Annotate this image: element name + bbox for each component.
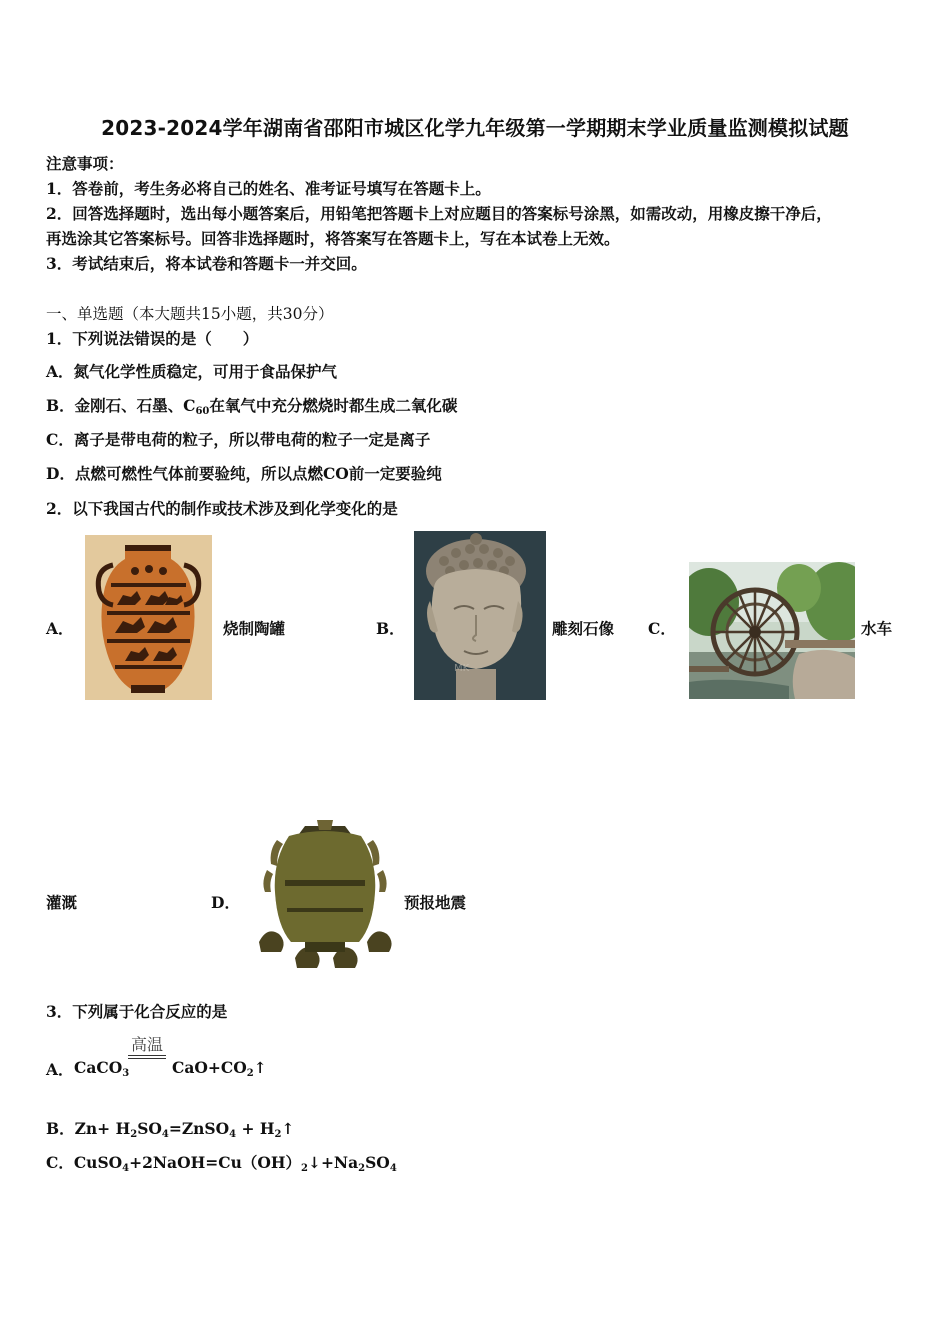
equals-line-bottom bbox=[128, 1058, 166, 1059]
pottery-jar-image bbox=[85, 535, 212, 700]
q1-option-d: D．点燃可燃性气体前要验纯，所以点燃CO前一定要验纯 bbox=[46, 464, 442, 483]
q2-stem: 2．以下我国古代的制作或技术涉及到化学变化的是 bbox=[46, 499, 398, 518]
seismograph-image bbox=[255, 820, 395, 980]
q2-option-c-text: 水车 bbox=[861, 619, 893, 638]
svg-text:MK: MK bbox=[454, 663, 470, 674]
q1-stem: 1．下列说法错误的是（ ） bbox=[46, 329, 259, 348]
q2-option-d-text: 预报地震 bbox=[404, 893, 467, 912]
notice-item-2: 2．回答选择题时，选出每小题答案后，用铅笔把答题卡上对应题目的答案标号涂黑，如需改动，用橡皮擦干净后， bbox=[46, 204, 832, 223]
waterwheel-image bbox=[689, 562, 855, 699]
notice-item-2-cont: 再选涂其它答案标号。回答非选择题时，将答案写在答题卡上，写在本试卷上无效。 bbox=[46, 229, 620, 248]
notice-item-1: 1．答卷前，考生务必将自己的姓名、准考证号填写在答题卡上。 bbox=[46, 179, 491, 198]
q1-option-b: B．金刚石、石墨、$C_{60}$在氧气中充分燃烧时都生成二氧化碳 bbox=[46, 396, 458, 417]
notice-item-3: 3．考试结束后，将本试卷和答题卡一并交回。 bbox=[46, 254, 367, 273]
reaction-condition: 高温 bbox=[130, 1035, 163, 1054]
q3-option-a-reactant: CaCO$_3$ bbox=[74, 1058, 130, 1079]
q1-option-c: C．离子是带电荷的粒子，所以带电荷的粒子一定是离子 bbox=[46, 430, 431, 449]
q2-option-a-text: 烧制陶罐 bbox=[223, 619, 286, 638]
q3-option-a-products: $CaO+CO_2↑$ bbox=[172, 1058, 267, 1079]
q3-option-c: C．$CuSO_4+2NaOH=Cu(OH)_2↓+Na_2SO_4$ bbox=[46, 1153, 397, 1174]
notice-heading: 注意事项： bbox=[46, 154, 124, 173]
q3-option-a-label: A． bbox=[46, 1060, 74, 1079]
q2-option-a-label: A． bbox=[46, 619, 74, 638]
stone-buddha-image bbox=[414, 531, 546, 700]
q3-stem: 3．下列属于化合反应的是 bbox=[46, 1002, 228, 1021]
q2-option-b-label: B． bbox=[376, 619, 405, 638]
equals-line-top bbox=[128, 1055, 166, 1056]
q2-option-c-label: C． bbox=[648, 619, 676, 638]
q3-option-b: B．$Zn+ H_2SO_4=ZnSO_4$ + $H_2↑$ bbox=[46, 1119, 295, 1140]
page-title: 2023-2024学年湖南省邵阳市城区化学九年级第一学期期末学业质量监测模拟试题 bbox=[101, 116, 849, 140]
q2-option-d-label: D． bbox=[211, 893, 240, 912]
q2-option-c-text-cont: 灌溉 bbox=[46, 893, 78, 912]
section-heading: 一、单选题（本大题共15小题，共30分） bbox=[46, 305, 334, 323]
q2-option-b-text: 雕刻石像 bbox=[552, 619, 615, 638]
q1-option-a: A．氮气化学性质稳定，可用于食品保护气 bbox=[46, 362, 338, 381]
